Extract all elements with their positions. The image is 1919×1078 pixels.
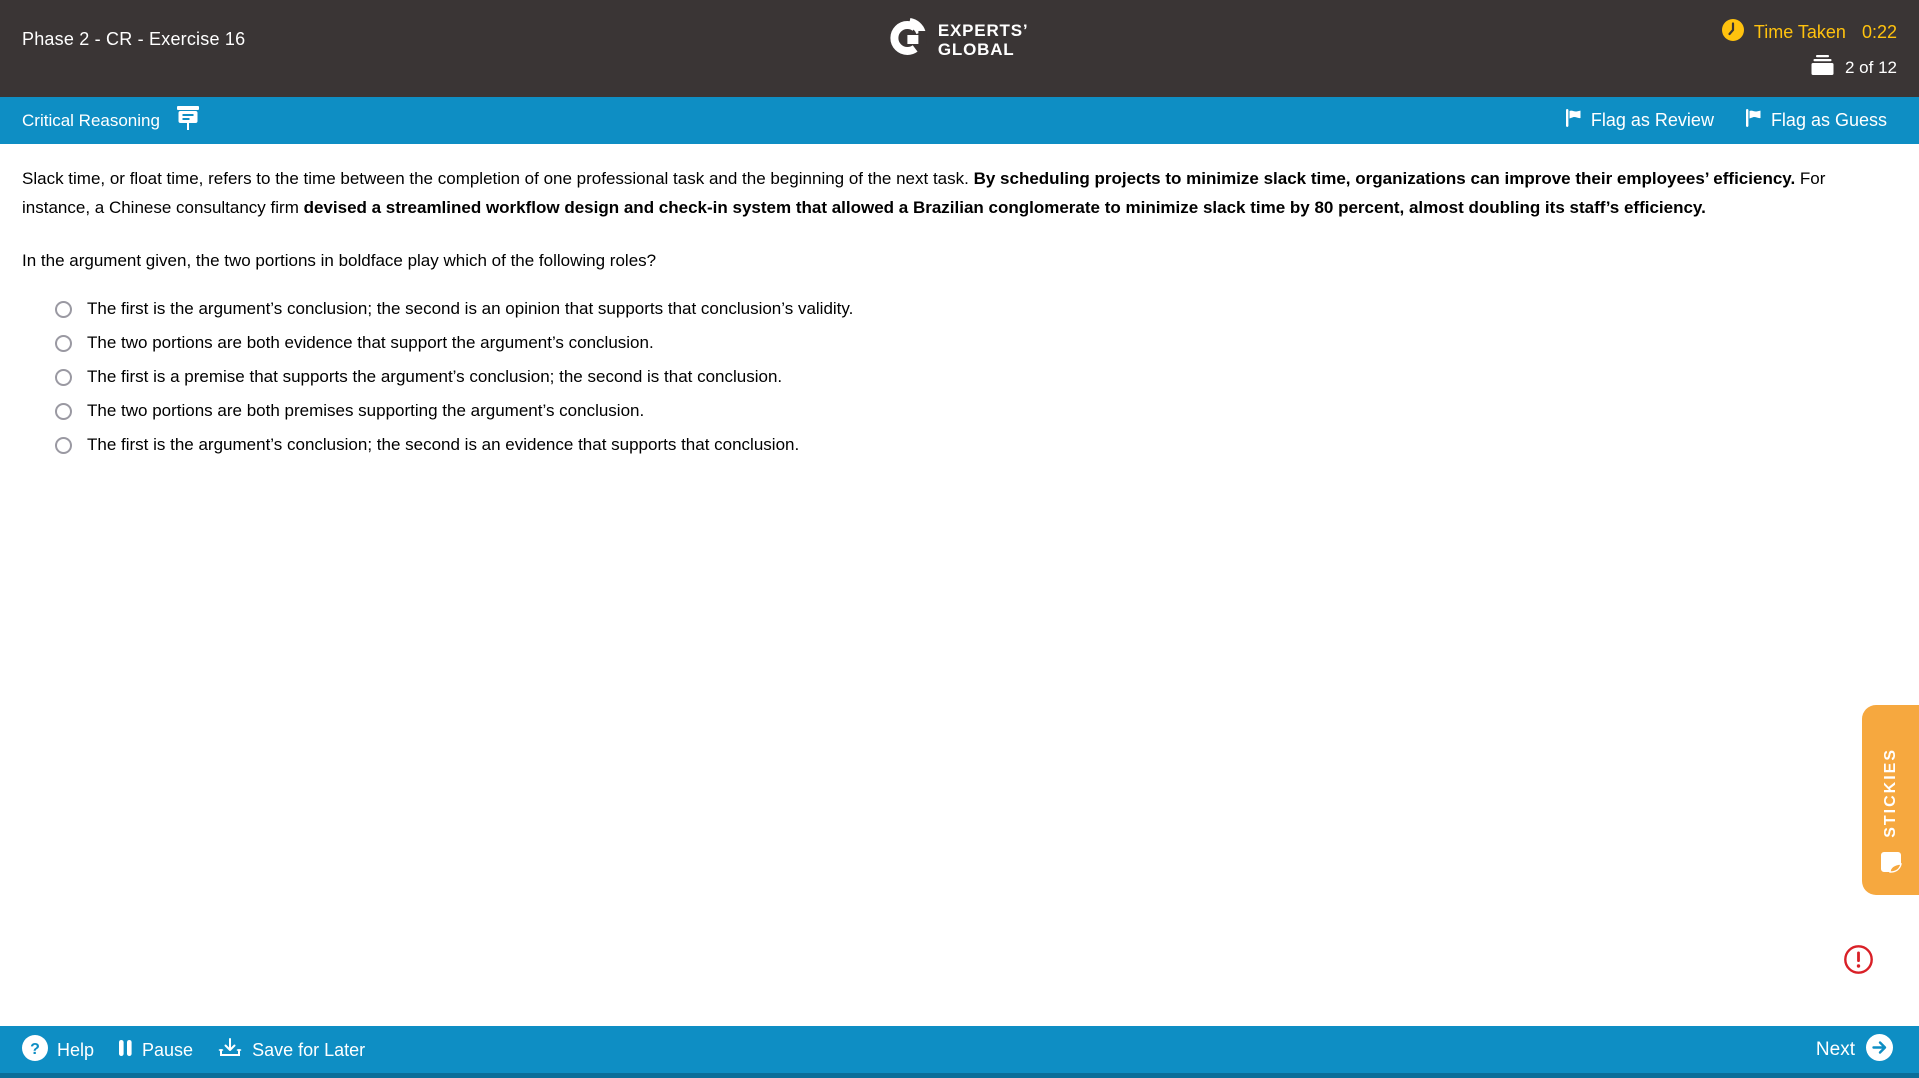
bottom-toolbar [0, 1026, 1919, 1078]
option-text: The first is the argument’s conclusion; the second is an evidence that supports that conclusion. [87, 435, 800, 454]
presentation-board-icon[interactable] [174, 105, 202, 137]
section-bar [0, 97, 1919, 144]
answer-options [22, 292, 1879, 462]
question-area [0, 144, 1919, 462]
time-taken-label: Time Taken [1753, 22, 1846, 42]
option-text: The first is the argument’s conclusion; the second is an opinion that supports that conclusion’s validity. [87, 299, 854, 318]
option-text: The two portions are both evidence that support the argument’s conclusion. [87, 333, 654, 352]
passage-segment: Slack time, or float time, refers to the time between the completion of one professional task and the beginning of the next task. [22, 169, 974, 188]
next-button[interactable] [1816, 1034, 1893, 1067]
passage-boldface-segment: devised a streamlined workflow design and check-in system that allowed a Brazilian conglomerate to minimize slack time by 80 percent, almost doubling its staff’s efficiency. [303, 197, 1706, 217]
answer-option-2[interactable] [22, 326, 1879, 360]
top-header [0, 0, 1919, 97]
answer-option-5[interactable] [22, 428, 1879, 462]
next-label: Next [1815, 1039, 1855, 1060]
sticky-note-icon [1879, 850, 1903, 879]
radio-button[interactable] [55, 335, 72, 352]
flag-as-review-label: Flag as Review [1590, 110, 1714, 130]
option-text: The two portions are both premises supporting the argument’s conclusion. [87, 401, 645, 420]
section-label: Critical Reasoning [22, 110, 160, 130]
radio-button[interactable] [55, 301, 72, 318]
experts-global-logo [885, 15, 1028, 64]
svg-text:?: ? [30, 1040, 40, 1058]
pause-label: Pause [142, 1039, 194, 1060]
answer-option-3[interactable] [22, 360, 1879, 394]
radio-button[interactable] [55, 437, 72, 454]
question-progress [1722, 55, 1897, 80]
flag-as-guess-label: Flag as Guess [1770, 110, 1887, 130]
clock-icon [1722, 19, 1744, 46]
flag-icon [1564, 108, 1583, 133]
answer-option-4[interactable] [22, 394, 1879, 428]
exercise-title: Phase 2 - CR - Exercise 16 [22, 29, 246, 49]
alert-icon[interactable] [1843, 944, 1874, 975]
help-icon [22, 1035, 48, 1066]
help-button[interactable] [22, 1035, 94, 1066]
save-for-later-label: Save for Later [252, 1039, 366, 1060]
logo-text: EXPERTS’ GLOBAL [937, 20, 1029, 59]
stickies-label: STICKIES [1881, 748, 1899, 838]
flag-as-guess-button[interactable] [1744, 108, 1887, 133]
time-taken-value: 0:22 [1861, 22, 1897, 42]
logo-g-icon [885, 15, 929, 64]
next-arrow-icon [1866, 1034, 1893, 1067]
question-prompt: In the argument given, the two portions in boldface play which of the following roles? [22, 251, 657, 270]
flag-as-review-button[interactable] [1564, 108, 1714, 133]
pause-button[interactable] [118, 1039, 193, 1062]
help-label: Help [57, 1039, 95, 1060]
passage-segment: For instance, a Chinese consultancy firm [22, 169, 1826, 217]
radio-button[interactable] [55, 369, 72, 386]
time-taken [1722, 19, 1897, 46]
progress-label: 2 of 12 [1845, 57, 1897, 77]
option-text: The first is a premise that supports the argument’s conclusion; the second is that conclusion. [87, 367, 783, 386]
pause-icon [118, 1039, 133, 1062]
passage-text [22, 165, 1879, 222]
passage-boldface-segment: By scheduling projects to minimize slack time, organizations can improve their employees’ efficiency. [973, 169, 1796, 188]
flag-icon [1744, 108, 1763, 133]
answer-option-1[interactable] [22, 292, 1879, 326]
radio-button[interactable] [55, 403, 72, 420]
stack-icon [1810, 55, 1835, 80]
stickies-tab[interactable] [1862, 705, 1919, 895]
download-icon [217, 1037, 243, 1064]
save-for-later-button[interactable] [217, 1037, 365, 1064]
